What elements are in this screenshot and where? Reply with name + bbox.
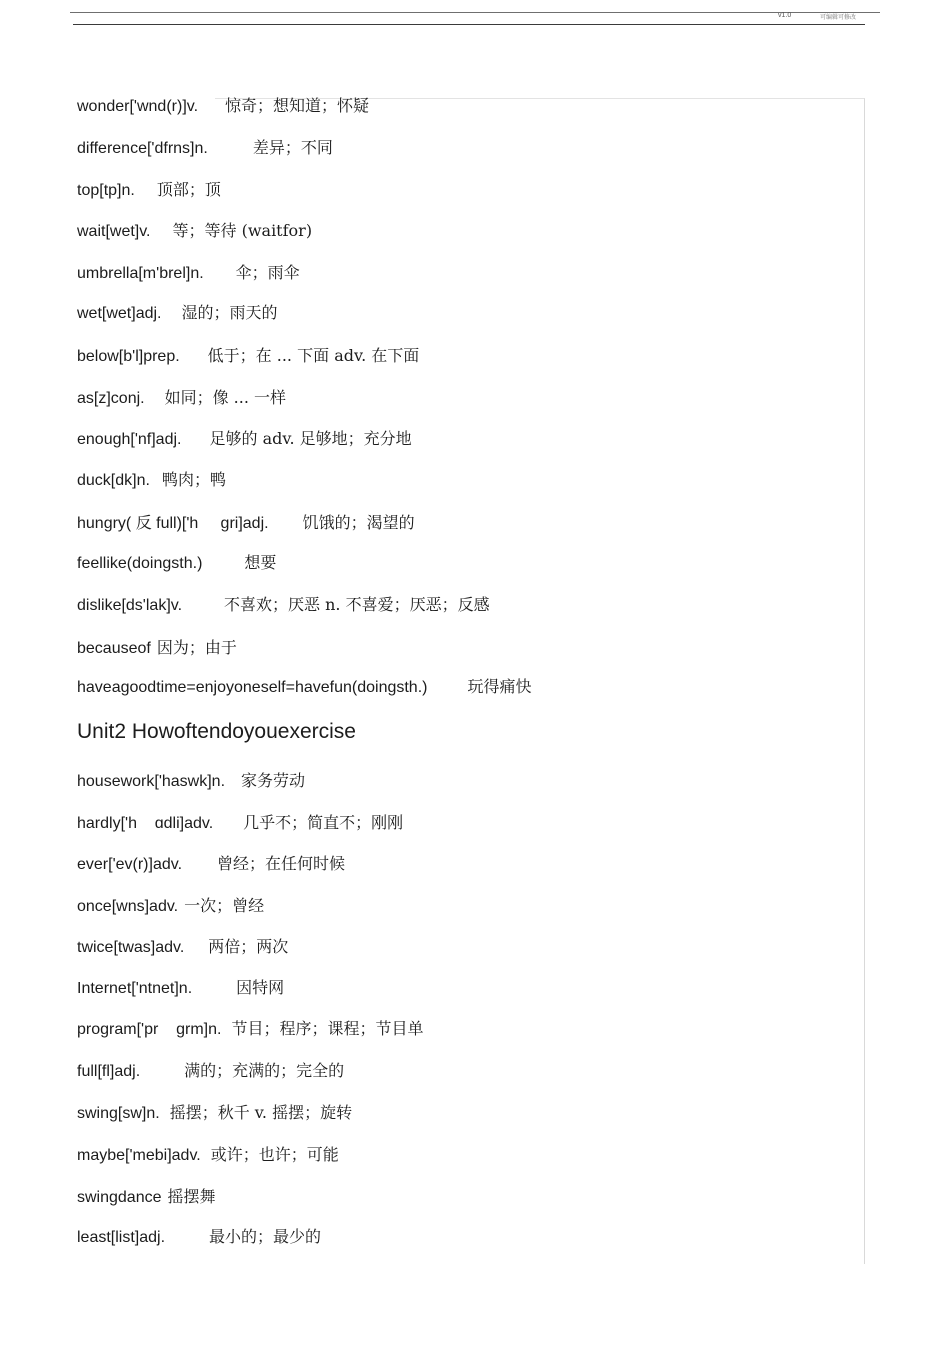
vocab-term: hardly['h ɑdli]adv. (77, 815, 214, 832)
vocab-entry-wet (77, 303, 278, 324)
vocab-term: once[wns]adv. (77, 898, 179, 915)
vocab-entry-twice (77, 937, 288, 958)
vocab-term: feellike(doingsth.) (77, 555, 203, 572)
vocab-definition: 足够的 adv. 足够地；充分地 (209, 429, 412, 448)
vocab-definition: 满的；充满的；完全的 (184, 1061, 345, 1080)
vocab-definition: 如同；像 ... 一样 (164, 388, 287, 407)
vocab-definition: 玩得痛快 (467, 677, 532, 696)
header-version: v1.0 (778, 12, 792, 19)
vocab-entry-hardly (77, 813, 403, 834)
vocab-entry-top (77, 180, 221, 201)
vocab-term: hungry( 反 full)['h gri]adj. (77, 515, 269, 532)
vocab-definition: 一次；曾经 (184, 896, 265, 915)
vocab-term: ever['ev(r)]adv. (77, 856, 183, 873)
page-header (70, 0, 880, 30)
vocab-term: maybe['mebi]adv. (77, 1147, 201, 1164)
vocab-term: full[fl]adj. (77, 1063, 141, 1080)
unit-heading: Unit2 Howoftendoyouexercise (77, 720, 356, 743)
vocab-term: dislike[ds'lak]v. (77, 597, 183, 614)
vocab-entry-maybe (77, 1145, 339, 1166)
vocab-entry-dislike (77, 595, 490, 616)
vocab-definition: 最小的；最少的 (209, 1227, 322, 1246)
vocab-definition: 摇摆；秋千 v. 摇摆；旋转 (169, 1103, 353, 1122)
vocab-term: least[list]adj. (77, 1229, 166, 1246)
vocab-definition: 因特网 (236, 978, 285, 997)
vocab-term: swingdance (77, 1189, 162, 1206)
vocab-entry-wait (77, 221, 312, 242)
vocab-entry-duck (77, 470, 226, 491)
vocab-definition: 想要 (244, 553, 277, 572)
header-rule-bottom (73, 24, 865, 25)
vocab-term: swing[sw]n. (77, 1105, 160, 1122)
header-note: 可编辑可修改 (820, 14, 857, 21)
vocab-term: enough['nf]adj. (77, 431, 182, 448)
vocab-definition: 鸭肉；鸭 (161, 470, 226, 489)
vocab-term: below[b'l]prep. (77, 348, 180, 365)
vocab-term: top[tp]n. (77, 182, 135, 199)
vocab-entry-as (77, 388, 286, 409)
vocab-entry-umbrella (77, 263, 300, 284)
vocab-definition: 湿的；雨天的 (181, 303, 278, 322)
vocab-term: program['pr grm]n. (77, 1021, 222, 1038)
vocab-entry-feel-like (77, 553, 276, 574)
vocab-term: housework['haswk]n. (77, 773, 226, 790)
vocab-definition: 曾经；在任何时候 (217, 854, 346, 873)
vocab-definition: 摇摆舞 (167, 1187, 216, 1206)
vocab-definition: 几乎不；简直不；刚刚 (243, 813, 404, 832)
vocab-definition: 顶部；顶 (156, 180, 221, 199)
vocab-entry-housework (77, 771, 305, 792)
vocab-entry-ever (77, 854, 345, 875)
vocab-entry-wonder (77, 96, 369, 117)
vocab-entry-below (77, 346, 419, 367)
vocab-term: becauseof (77, 640, 151, 657)
vocab-term: umbrella[m'brel]n. (77, 265, 204, 282)
vocab-entry-have-a-good-time (77, 677, 532, 698)
vocab-entry-hungry (77, 513, 415, 534)
vocab-definition: 差异；不同 (252, 138, 333, 157)
vocab-definition: 家务劳动 (241, 771, 306, 790)
vocab-entry-least (77, 1227, 321, 1248)
vocab-definition: 因为；由于 (156, 638, 237, 657)
vocab-entry-internet (77, 978, 284, 999)
vocab-definition: 节目；程序；课程；节目单 (231, 1019, 424, 1038)
vocab-definition: 饥饿的；渴望的 (302, 513, 415, 532)
vocab-entry-swing-dance (77, 1187, 216, 1208)
vocab-definition: 不喜欢；厌恶 n. 不喜爱；厌恶；反感 (224, 595, 490, 614)
header-rule-top (70, 12, 880, 13)
vocab-definition: 或许；也许；可能 (210, 1145, 339, 1164)
vocab-entry-full (77, 1061, 344, 1082)
vocab-term: wonder['wnd(r)]v. (77, 98, 199, 115)
vocab-definition: 低于；在 ... 下面 adv. 在下面 (207, 346, 420, 365)
vocab-entry-swing (77, 1103, 352, 1124)
vocab-term: haveagoodtime=enjoyoneself=havefun(doingsth.) (77, 679, 428, 696)
vocab-term: wait[wet]v. (77, 223, 151, 240)
vocab-entry-program (77, 1019, 423, 1040)
vocab-entry-because-of (77, 638, 237, 659)
vocab-term: wet[wet]adj. (77, 305, 162, 322)
vocab-definition: 两倍；两次 (208, 937, 289, 956)
vocab-entry-enough (77, 429, 412, 450)
vocab-definition: 伞；雨伞 (235, 263, 300, 282)
vocab-entry-once (77, 896, 264, 917)
vocab-term: difference['dfrns]n. (77, 140, 208, 157)
vocab-term: as[z]conj. (77, 390, 145, 407)
vocab-term: twice[twas]adv. (77, 939, 185, 956)
vocab-definition: 等；等待 (waitfor) (172, 221, 313, 240)
vocab-definition: 惊奇；想知道；怀疑 (225, 96, 370, 115)
vocab-term: duck[dk]n. (77, 472, 150, 489)
vocab-term: Internet['ntnet]n. (77, 980, 193, 997)
vocab-entry-difference (77, 138, 333, 159)
